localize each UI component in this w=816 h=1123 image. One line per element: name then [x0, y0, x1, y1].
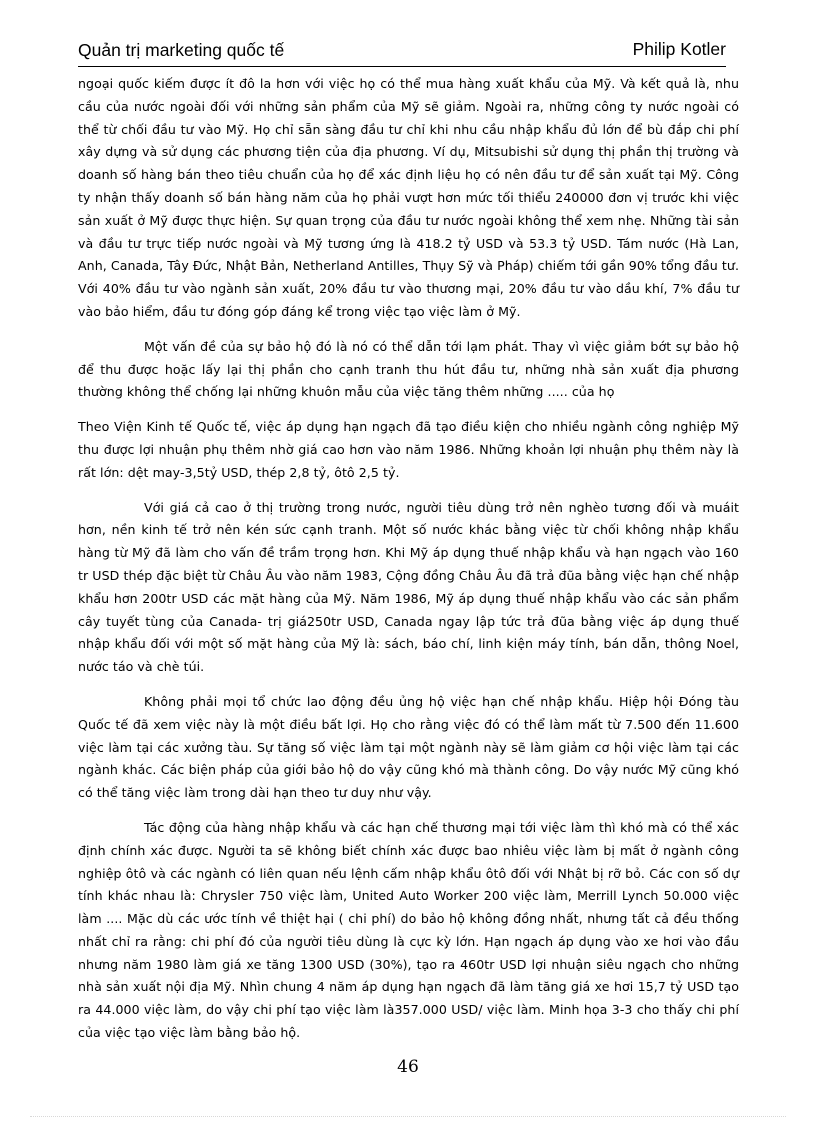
page-body	[78, 73, 739, 1055]
paragraph-2: Một vấn đề của sự bảo hộ đó là nó có thể dẫn tới lạm phát. Thay vì việc giảm bớt sự bảo hộ để thu được hoặc lấy lại thị phần cho cạnh tranh thu hút đầu tư, những nhà sản xuất địa phương thường không thể chống lại những khuôn mẫu của việc tăng thêm những ..... của họ	[78, 338, 739, 400]
page-bottom-rule	[30, 1116, 786, 1117]
paragraph-3: Theo Viện Kinh tế Quốc tế, việc áp dụng hạn ngạch đã tạo điều kiện cho nhiều ngành công nghiệp Mỹ thu được lợi nhuận phụ thêm nhờ giá cao hơn vào năm 1986. Những khoản lợi nhuận phụ thêm này là rất lớn: dệt may-3,5tỷ USD, thép 2,8 tỷ, ôtô 2,5 tỷ.	[78, 419, 739, 480]
paragraph-5: Không phải mọi tổ chức lao động đều ủng hộ việc hạn chế nhập khẩu. Hiệp hội Đóng tàu Quốc tế đã xem việc này là một điều bất lợi. Họ cho rằng việc đó có thể làm mất từ 7.500 đến 11.600 việc làm tại các xưởng tàu. Sự tăng số việc làm tại một ngành này sẽ làm giảm cơ hội việc làm tại các ngành khác. Các biện pháp của giới bảo hộ do vậy cũng khó mà thành công. Do vậy nước Mỹ cũng khó có thể tăng việc làm trong dài hạn theo tư duy như vậy.	[78, 693, 739, 801]
paragraph-4: Với giá cả cao ở thị trường trong nước, người tiêu dùng trở nên nghèo tương đối và muáit hơn, nền kinh tế trở nên kén sức cạnh tranh. Một số nước khác bằng việc từ chối không nhập khẩu hàng từ Mỹ đã làm cho vấn đề trầm trọng hơn. Khi Mỹ áp dụng thuế nhập khẩu và hạn ngạch vào 160 tr USD thép đặc biệt từ Châu Âu vào năm 1983, Cộng đồng Châu Âu đã trả đũa bằng việc hạn chế nhập khẩu hơn 200tr USD các mặt hàng của Mỹ. Năm 1986, Mỹ áp dụng thuế nhập khẩu vào các sản phẩm cây tuyết tùng của Canada- trị giá250tr USD, Canada ngay lập tức trả đũa bằng việc áp dụng thuế nhập khẩu đối với một số mặt hàng của Mỹ là: sách, báo chí, linh kiện máy tính, bán dẫn, thông Noel, nước táo và chè túi.	[78, 499, 739, 675]
header-title: Quản trị marketing quốc tế	[78, 40, 285, 60]
page-header	[78, 36, 726, 67]
paragraph-1: ngoại quốc kiếm được ít đô la hơn với việc họ có thể mua hàng xuất khẩu của Mỹ. Và kết quả là, nhu cầu của nước ngoài đối với những sản phẩm của Mỹ sẽ giảm. Ngoài ra, những công ty nước ngoài có thể từ chối đầu tư vào Mỹ. Họ chỉ sẵn sàng đầu tư chỉ khi nhu cầu nhập khẩu đủ lớn để bù đắp chi phí xây dựng và sử dụng các phương tiện của địa phương. Ví dụ, Mitsubishi sử dụng thị phần thị trường và doanh số hàng bán theo tiêu chuẩn của họ để xác định liệu họ có nên đầu tư để sản xuất tại Mỹ. Công ty nhận thấy doanh số bán hàng năm của họ phải vượt hơn mức tối thiểu 240000 đơn vị trước khi việc sản xuất ở Mỹ được thực hiện. Sự quan trọng của đầu tư nước ngoài không thể xem nhẹ. Những tài sản và đầu tư trực tiếp nước ngoài và Mỹ tương ứng là 418.2 tỷ USD và 53.3 tỷ USD. Tám nước (Hà Lan, Anh, Canada, Tây Đức, Nhật Bản, Netherland Antilles, Thụy Sỹ và Pháp) chiếm tới gần 90% tổng đầu tư. Với 40% đầu tư vào ngành sản xuất, 20% đầu tư vào thương mại, 20% đầu tư vào dầu khí, 7% đầu tư vào bảo hiểm, đầu tư đóng góp đáng kể trong việc tạo việc làm ở Mỹ.	[78, 76, 739, 319]
header-author: Philip Kotler	[632, 39, 726, 59]
paragraph-6: Tác động của hàng nhập khẩu và các hạn chế thương mại tới việc làm thì khó mà có thể xác định chính xác được. Người ta sẽ không biết chính xác được bao nhiêu việc làm bị mất ở ngành công nghiệp ôtô và các ngành có liên quan nếu lệnh cấm nhập khẩu ôtô đối với Nhật bị rỡ bỏ. Các con số dự tính khác nhau là: Chrysler 750 việc làm, United Auto Worker 200 việc làm, Merrill Lynch 50.000 việc làm .... Mặc dù các ước tính về thiệt hại ( chi phí) do bảo hộ không đồng nhất, nhưng tất cả đều thống nhất chỉ ra rằng: chi phí đó của người tiêu dùng là cực kỳ lớn. Hạn ngạch áp dụng vào xe hơi vào đầu nhưng năm 1980 làm giá xe tăng 1300 USD (30%), tạo ra 460tr USD lợi nhuận siêu ngạch cho những nhà sản xuất nội địa Mỹ. Nhìn chung 4 năm áp dụng hạn ngạch đã làm tăng giá xe hơi 15,7 tỷ USD tạo ra 44.000 việc làm, do vậy chi phí tạo việc làm là357.000 USD/ việc làm. Minh họa 3-3 cho thấy chi phí của việc tạo việc làm bằng bảo hộ.	[78, 819, 739, 1041]
page-number: 46	[397, 1057, 419, 1077]
